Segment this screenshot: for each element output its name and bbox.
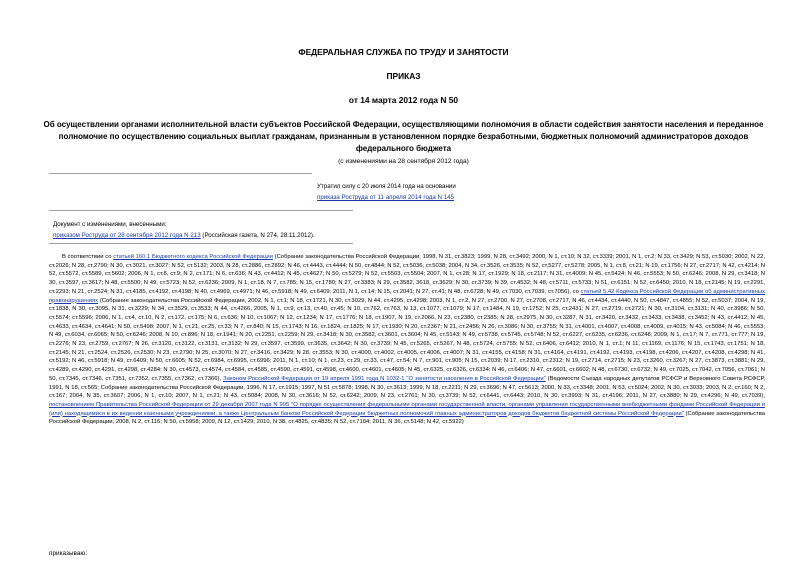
preamble-paragraph bbox=[49, 253, 765, 427]
budget-code-link[interactable]: статьей 160.1 Бюджетного кодекса Российской Федерации bbox=[113, 254, 273, 260]
employment-law-link[interactable]: Законом Российской Федерации от 19 апреля 1991 года N 1032-1 "О занятости населения в Российской Федерации" bbox=[223, 375, 546, 382]
body-text: (Собрание законодательства Российской Федерации, 2008, N 2, ст.116; N 50, ст.5958; 2009, N 12, ст.1429; 2010, N 38, ст.4825, ст.4835; N 52, ст.7104; 2011, N 36, ст.5148; N 42, ст.5922) bbox=[49, 410, 765, 426]
document-type: ПРИКАЗ bbox=[386, 71, 421, 81]
admin-code-link[interactable]: статьей 5.42 Кодекса Российской Федерации об административных правонарушениях bbox=[49, 288, 765, 304]
changes-heading: Документ с изменениями, внесенными: bbox=[53, 221, 167, 228]
government-resolution-link[interactable]: постановлением Правительства Российской Федерации от 29 декабря 2007 года N 995 "О порядке осуществления федеральными органами государственной власти, органами управления государственными внебюджетными фондами Российской Федерации и (или) находящимися в их ведении казенными учреждениями, а также Центральным банком Российской Федерации бюджетных полномочий главных администраторов доходов бюджетов бюджетной системы Российской Федерации" bbox=[49, 401, 765, 417]
amending-order-link[interactable]: приказом Роструда от 28 сентября 2012 года N 213 bbox=[53, 232, 201, 239]
changes-source: (Российская газета, N 274, 28.11.2012). bbox=[200, 232, 315, 239]
document-subject: Об осуществлении органами исполнительной власти субъектов Российской Федерации, осуществляющими полномочия в области содействия занятости населения и переданное полномочие по осуществлению социальных выплат гражданам, признанным в установленном порядке безработными, бюджетных полномочий администраторов доходов федерального бюджета bbox=[43, 120, 764, 153]
repeal-order-link[interactable]: приказа Роструда от 11 апреля 2014 года N 145 bbox=[317, 194, 455, 201]
body-text: В соответствии со bbox=[62, 254, 114, 260]
operative-phrase: приказываю: bbox=[49, 550, 87, 557]
document-date-number: от 14 марта 2012 года N 50 bbox=[348, 95, 459, 105]
changes-block bbox=[53, 219, 315, 241]
issuing-agency: ФЕДЕРАЛЬНАЯ СЛУЖБА ПО ТРУДУ И ЗАНЯТОСТИ bbox=[298, 47, 509, 57]
divider-bottom bbox=[49, 243, 353, 244]
status-text: Утратил силу с 20 июля 2014 года на основании bbox=[317, 183, 456, 190]
divider-middle bbox=[49, 210, 353, 211]
body-text: (Ведомости Съезда народных депутатов РСФСР и Верховного Совета РСФСР, 1991, N 18, ст.565; Собрание законодательства Российской Федерации, 1996, N 17, ст.1915; 1997, N 51 ст.5878; 1998, N 30, ст.3613; 1999, N 18, ст.2211; N 29, ст.3696; N 47, ст.5613; 2000, N 33, ст.3348; 2001, N 53, ст.5024; 2002, N 30, ст.3033; 2003, N 2, ст.160; N 2, ст.167; 2004, N 35, ст.3607; 2006, N 1, ст.10; 2007, N 1, ст.21; N 43, ст.5084; 2008, N 30, ст.3616; N 52, ст.6242; 2009, N 23, ст.2761; N 30, ст.3739; N 52, ст.6441, ст.6443; 2010, N 30, ст.3993; N 31, ст.4196; 2011, N 27, ст.3880; N 29, ст.4296; N 49, ст.7039), bbox=[49, 375, 765, 400]
body-text: (Собрание законодательства Российской Федерации, 1998, N 31, ст.3823; 1999, N 28, ст.3492; 2000, N 1, ст.10; N 32, ст.3339; 2001, N 1, ст.2; N 33, ст.3429; N 53, ст.5030; 2002, N 22, ст.2026; N 28, ст.2790; N 30, ст.3021, ст.3027; N 52, ст.5132; 2003, N 28, ст.2886, ст.2892; N 46, ст.4443, ст.4444; N 50, ст.4844; N 52, ст.5036, ст.5038; 2004, N 34, ст.3526, ст.3535; N 52, ст.5277, ст.5278; 2005, N 1, ст.8, ст.21; N 19, ст.1756; N 27, ст.2717; N 42, ст.4214; N 52, ст.5572, ст.5589, ст.5602; 2006, N 1, ст.8, ст.9; N 2, ст.171; N 6, ст.636; N 43, ст.4412; N 45, ст.4627; N 50, ст.5279; N 52, ст.5503, ст.5504; 2007, N 1, ст.28; N 17, ст.1929; N 18, ст.2117; N 31, ст.4009; N 45, ст.5424; N 46, ст.5553; N 50, ст.6246; 2008, N 29, ст.3418; N 30, ст.3597, ст.3617; N 48, ст.5500; N 49, ст.5723; N 52, ст.6236; 2009, N 1, ст.18, N 7, ст.785; N 15, ст.1780; N 27, ст.3383; N 29, ст.3582, 3618, ст.3629; N 30, ст.3739; N 39, ст.4532; N 48, ст.5711, ст.5733; N 51, ст.6151; N 52, ст.6450; 2010, N 18, ст.2145; N 19, ст.2291, ст.2293; N 21, ст.2524; N 31, ст.4185, ст.4192, ст.4198; N 40, ст.4969, ст.4971; N 46, ст.5918; N 49, ст.6409; 2011, N 1, ст.14; N 15, ст.2041; N 27, ст.41; N 48, ст.6728; N 49, ст.7030, ст.7039, ст.7056), со bbox=[49, 254, 765, 295]
divider-top bbox=[49, 173, 312, 174]
revision-note: (с изменениями на 28 сентября 2012 года) bbox=[338, 158, 469, 165]
status-block bbox=[317, 181, 456, 203]
body-text: (Собрание законодательства Российской Федерации, 2002, N 1, ст.1; N 18, ст.1721, N 30, ст.3029, N 44, ст.4295, ст.4298; 2003, N 1, ст.2, N 27, ст.2700, N 27, ст.2708, ст.2717, N 46, ст.4434, ст.4440, N 50, ст.4847, ст.4855; N 52, ст.5037; 2004, N 19, ст.1838, N 30, ст.3095, N 31, ст.3229; N 34, ст.3529, ст.3533; N 44, ст.4266, 2005, N 1, ст.9, ст.13, ст.40, ст.45; N 10, ст.762, ст.763, N 13, ст.1077, ст.1079; N 17, ст.1484, N 19, ст.1752; N 25, ст.2431; N 27, ст.2719, ст.2721; N 30, ст.3104, ст.3131; N 40, ст.3986; N 50, ст.5574; ст.5596; 2006, N 1, ст.4, ст.10, N 2, ст.172, ст.175; N 6, ст.636; N 10, ст.1067; N 12, ст.1234; N 17, ст.1776; N 18, ст.1907, N 19, ст.2066, N 23, ст.2380, ст.2385; N 28, ст.2975, N 30, ст.3287, N 31, ст.3420, ст.3432, ст.3433, ст.3438, ст.3452; N 43, ст.4412; N 45, ст.4633, ст.4634, ст.4641; N 50, ст.5498; 2007, N 1, ст.21, ст.25, ст.33; N 7, ст.840; N 15, ст.1743; N 16, ст.1824, ст.1825; N 17, ст.1930; N 20, ст.2367; N 21, ст.2456; N 26, ст.3086; N 30, ст.3755; N 31, ст.4001, ст.4007, ст.4008, ст.4009, ст.4015; N 43, ст.5084; N 46, ст.5553; N 49, ст.6034, ст.6065; N 50, ст.6246; 2008, N 10, ст.896; N 18, ст.1941; N 20, ст.2251, ст.2259; N 29, ст.3418; N 30, ст.3582, ст.3601, ст.3604; N 45, ст.5143; N 49, ст.5738, ст.5745, ст.5748; N 52, ст.6227, ст.6235, ст.6236, ст.6248; 2009, N 1, ст.17; N 7, ст.771, ст.777; N 19, ст.2276; N 23, ст.2759, ст.2767; N 26, ст.3120, ст.3122, ст.3131, ст.3132; N 29, ст.3597, ст.3599, ст.3635, ст.3642; N 30, ст.3739; N 45, ст.5265, ст.5267, N 48, ст.5724, ст.5755; N 52, ст.6406, ст.6412; 2010, N 1, ст.1; N 11, ст.1169, ст.1176; N 15, ст.1743, ст.1751; N 18, ст.2145; N 21, ст.2524, ст.2526, ст.2530; N 23, ст.2790; N 25, ст.3070; N 27, ст.3416, ст.3429; N 28, ст.3553; N 30, ст.4000, ст.4002, ст.4005, ст.4006, ст.4007; N 31, ст.4155, ст.4158; N 31, ст.4164, ст.4191, ст.4192, ст.4193, ст.4198, ст.4206, ст.4207, ст.4208, ст.4298; N 41, ст.5192; N 46, ст.5918; N 49, ст.6409; N 50, ст.6605; N 52, ст.6984, ст.6995, ст.6996; 2011, N 1, ст.10; N 1, ст.23, ст.29, ст.33, ст.47, ст.54; N 7, ст.901, ст.905; N 15, ст.2039; N 17, ст.2310, ст.2312; N 19, ст.2714, ст.2715; N 23, ст.3260, ст.3267; N 27, ст.3873, ст.3881; N 29, ст.4289, ст.4290, ст.4291, ст.4298, ст.4284; N 30, ст.4573, ст.4574, ст.4584, ст.4585, ст.4590, ст.4591, ст.4598, ст.4600, ст.4601, ст.4605; N 45, ст.6325, ст.6326, ст.6334; N 46, ст.6406; N 47, ст.6601, ст.6602; N 48, ст.6730, ст.6732; N 49, ст.7025, ст.7042, ст.7056, ст.7061; N 50, ст.7345, ст.7346, ст.7351, ст.7352, ст.7355, ст.7362, ст.7366), bbox=[49, 297, 766, 382]
